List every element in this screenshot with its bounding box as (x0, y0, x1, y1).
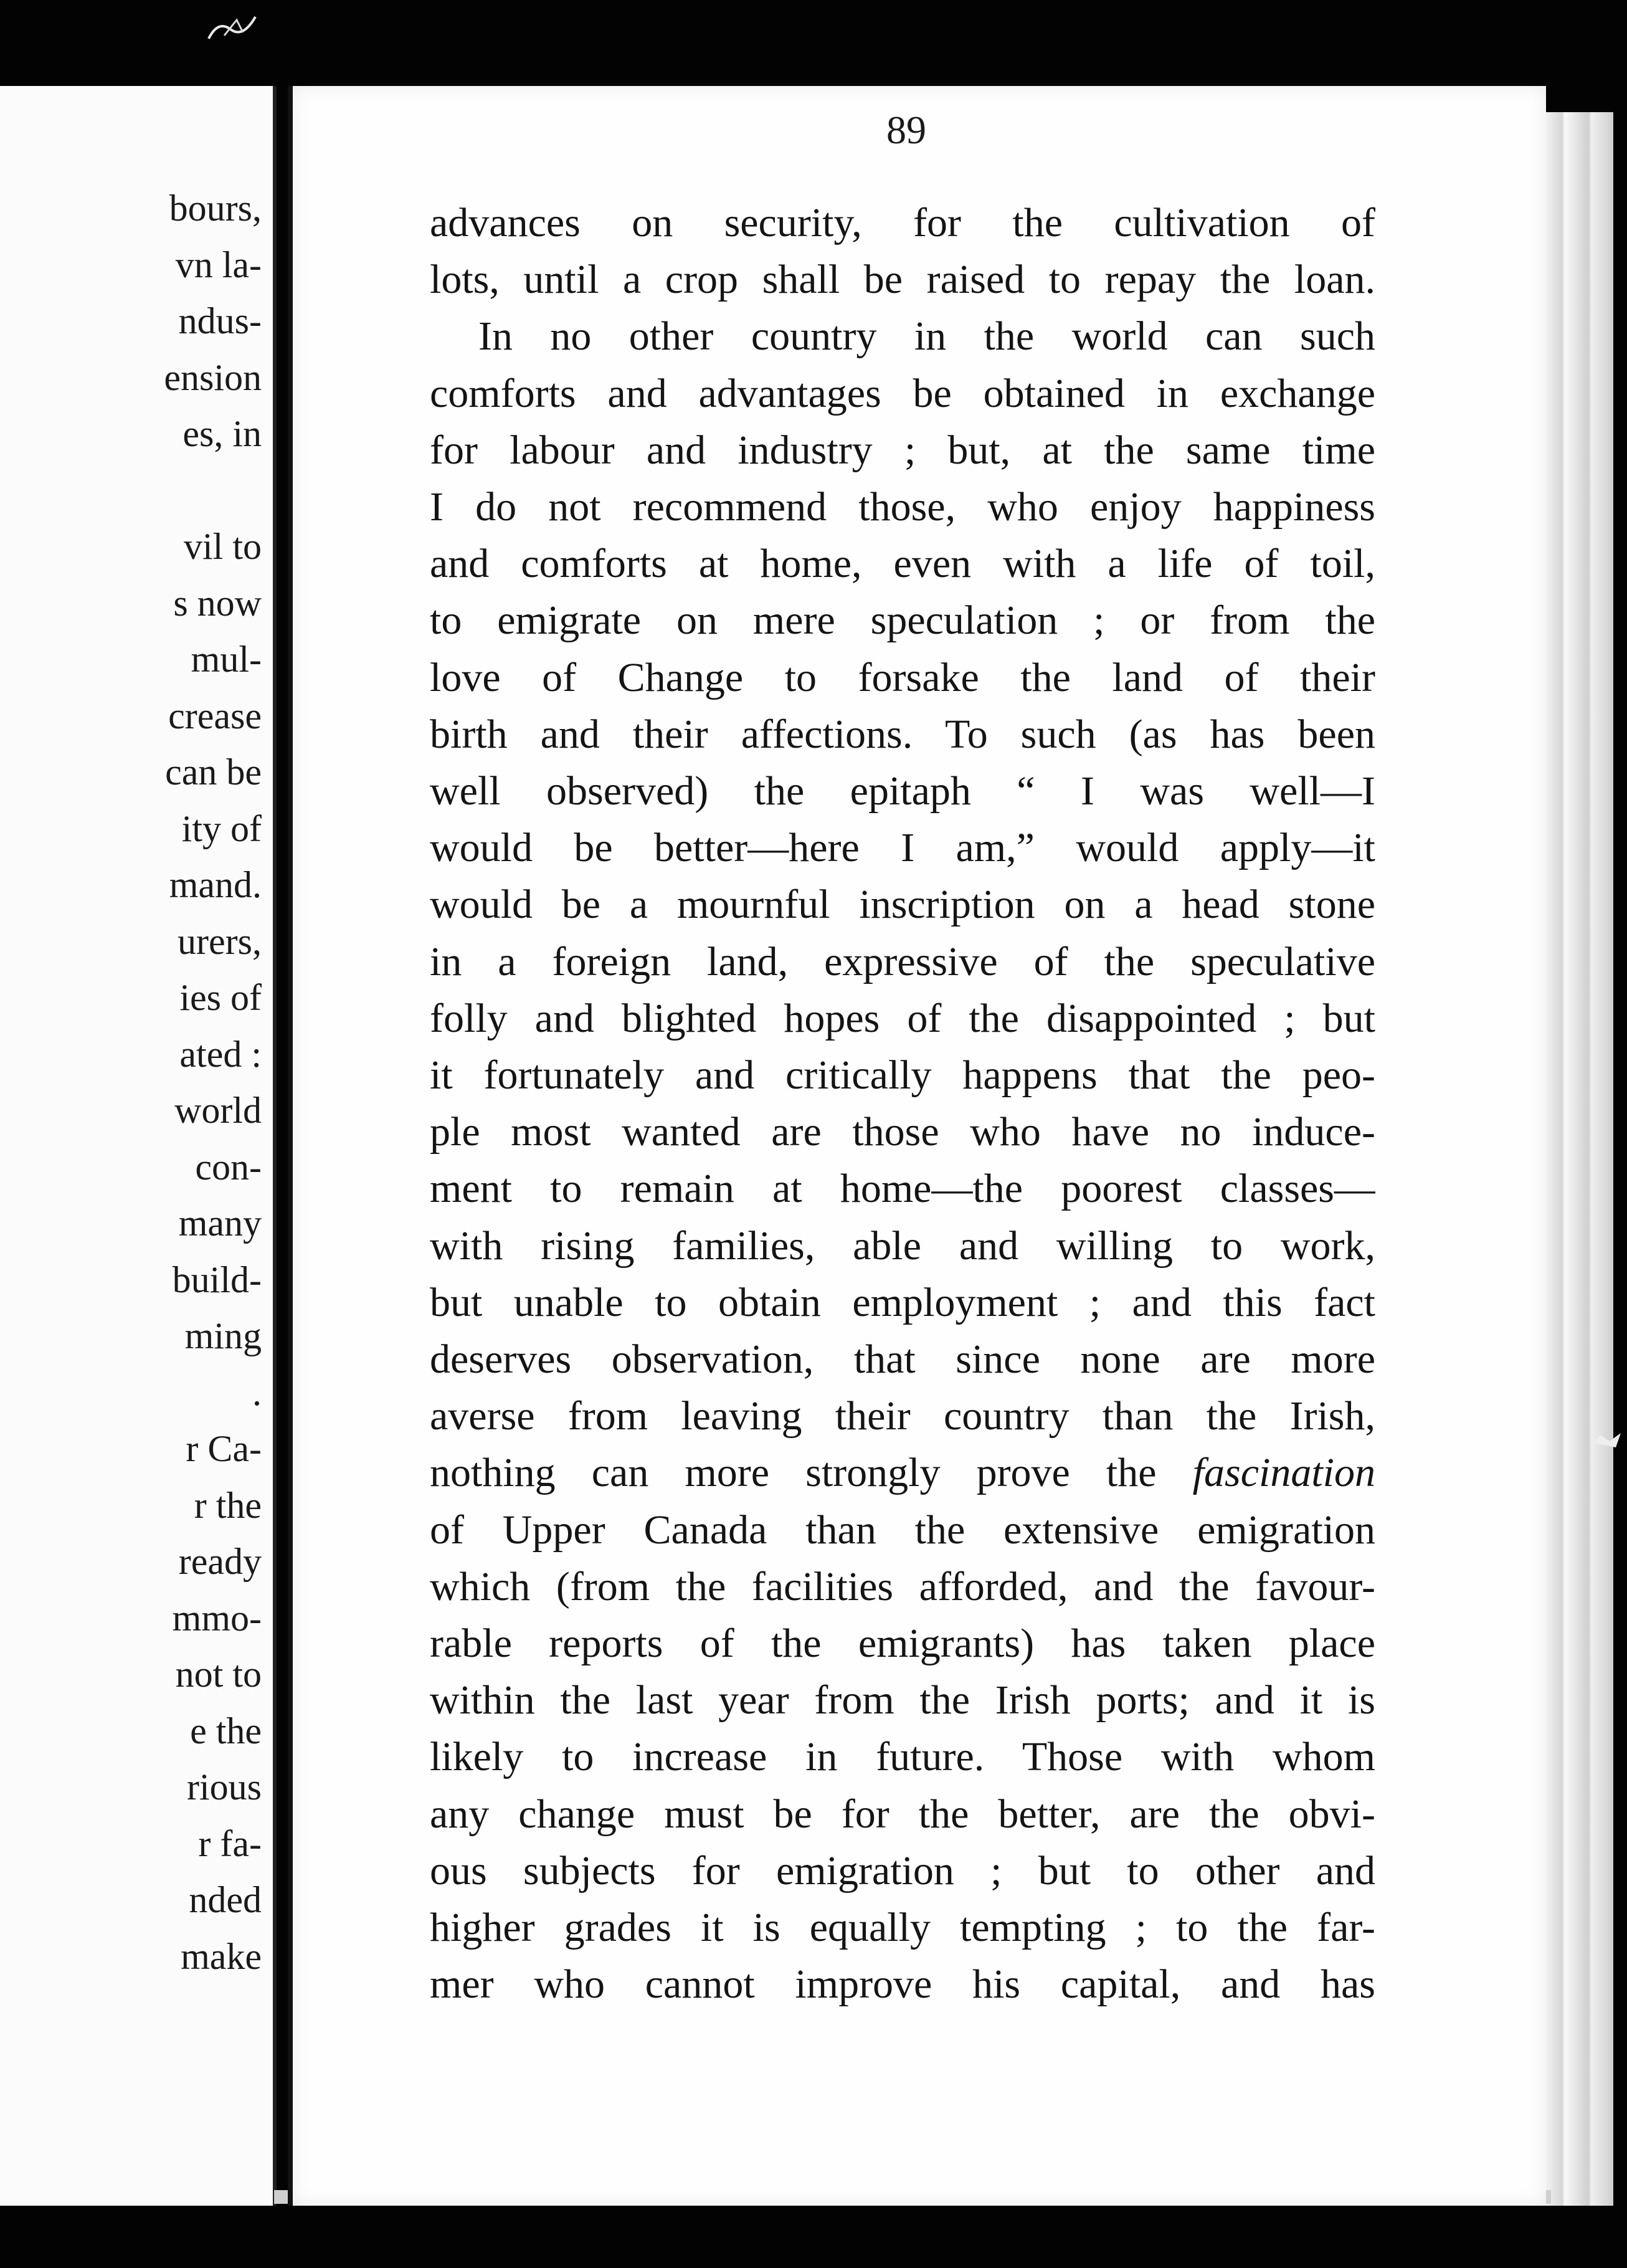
facing-page-line: s now (173, 582, 262, 624)
text-line (430, 1278, 1375, 1328)
scanner-mark-icon (206, 7, 262, 45)
text-line (430, 1051, 1375, 1100)
text-line (430, 482, 1375, 532)
text-line (430, 1619, 1375, 1669)
line-text: it fortunately and critically happens that the peo- (430, 1052, 1375, 1098)
line-text: would be better—here I am,” would apply—it (430, 825, 1375, 871)
line-text: well observed) the epitaph “ I was well—I (430, 768, 1375, 814)
facing-page-line: can be (165, 751, 262, 793)
facing-page-line: world (174, 1090, 262, 1131)
text-line (430, 1789, 1375, 1839)
facing-page-line: ity of (181, 808, 262, 849)
text-line (430, 994, 1375, 1044)
facing-page-line: ming (184, 1315, 262, 1356)
text-line (430, 1391, 1375, 1441)
text-line (430, 937, 1375, 987)
text-line (430, 1448, 1375, 1498)
line-text: for labour and industry ; but, at the same time (430, 427, 1375, 473)
facing-page-line: e the (190, 1710, 262, 1751)
facing-page-line: bours, (169, 188, 262, 229)
facing-page-line: ies of (179, 977, 262, 1018)
line-text: with rising families, able and willing to work, (430, 1222, 1375, 1269)
facing-page-line: rious (187, 1766, 262, 1808)
line-text: in a foreign land, expressive of the speculative (430, 938, 1375, 984)
facing-page-line: many (178, 1203, 262, 1244)
text-line (430, 1732, 1375, 1782)
facing-page-line: es, in (183, 413, 262, 454)
facing-page-line: make (181, 1935, 262, 1977)
line-text: averse from leaving their country than the Irish, (430, 1393, 1375, 1439)
line-text: which (from the facilities afforded, and the favour- (430, 1563, 1375, 1609)
line-text: In no other country in the world can such (478, 313, 1375, 360)
line-text: ple most wanted are those who have no induce- (430, 1109, 1375, 1155)
facing-page-line: r Ca- (186, 1428, 262, 1469)
facing-page-line: con- (195, 1146, 262, 1188)
facing-page-line: vil to (183, 526, 262, 567)
scanner-speck-icon (1591, 1430, 1622, 1449)
facing-page-line: . (252, 1371, 262, 1413)
text-line (430, 1505, 1375, 1555)
facing-page-line: ndus- (178, 300, 262, 341)
text-line (430, 710, 1375, 760)
line-text: lots, until a crop shall be raised to repay the loan. (430, 257, 1375, 303)
text-line (430, 823, 1375, 873)
text-line (430, 596, 1375, 646)
facing-page-line: r the (194, 1484, 262, 1526)
line-text: love of Change to forsake the land of their (430, 654, 1375, 700)
line-text: rable reports of the emigrants) has taken place (430, 1621, 1375, 1666)
page-number: 89 (886, 108, 926, 152)
facing-page-line: urers, (178, 920, 262, 962)
line-text: of Upper Canada than the extensive emigration (430, 1507, 1375, 1553)
line-text: ment to remain at home—the poorest classes— (430, 1166, 1375, 1212)
text-line (430, 766, 1375, 816)
text-line (430, 426, 1375, 475)
text-line (430, 1960, 1375, 2009)
line-text: comforts and advantages be obtained in exchange (430, 370, 1375, 416)
facing-page-line: mul- (191, 639, 262, 680)
facing-page (0, 86, 277, 2206)
text-line (430, 255, 1375, 305)
text-line (478, 312, 1375, 361)
line-text: but unable to obtain employment ; and this fact (430, 1279, 1375, 1325)
line-text: mer who cannot improve his capital, and has (430, 1961, 1375, 2008)
text-line (430, 198, 1375, 248)
text-line (430, 653, 1375, 703)
text-line (430, 1335, 1375, 1384)
facing-page-line: build- (172, 1259, 262, 1300)
text-line (430, 1562, 1375, 1612)
text-line (430, 1107, 1375, 1157)
line-text: likely to increase in future. Those with whom (430, 1734, 1375, 1780)
line-text: and comforts at home, even with a life of toil, (430, 541, 1375, 587)
line-text: folly and blighted hopes of the disappointed ; but (430, 995, 1375, 1041)
facing-page-line: mmo- (172, 1597, 262, 1639)
facing-page-line: vn la- (175, 244, 262, 285)
facing-page-line: ension (164, 356, 262, 398)
facing-page-line: ated : (179, 1033, 262, 1075)
facing-page-line: crease (168, 695, 262, 736)
text-line (430, 880, 1375, 930)
text-line (430, 369, 1375, 419)
text-line (430, 1903, 1375, 1953)
text-line (430, 1675, 1375, 1725)
line-text: to emigrate on mere speculation ; or from the (430, 598, 1375, 644)
facing-page-line: mand. (169, 864, 262, 905)
line-text: nothing can more strongly prove the (430, 1450, 1157, 1496)
text-line (430, 1164, 1375, 1214)
line-text: would be a mournful inscription on a head stone (430, 882, 1375, 928)
italic-word: fascination (1192, 1450, 1375, 1496)
facing-page-line: ready (178, 1541, 262, 1582)
line-text: deserves observation, that since none are more (430, 1336, 1375, 1382)
line-text: birth and their affections. To such (as has been (430, 711, 1375, 757)
facing-page-line: nded (189, 1879, 262, 1920)
line-text: advances on security, for the cultivation of (430, 200, 1375, 245)
line-text: any change must be for the better, are the obvi- (430, 1791, 1375, 1837)
facing-page-line: not to (175, 1654, 262, 1695)
line-text: higher grades it is equally tempting ; to the far- (430, 1905, 1375, 1950)
line-text: ous subjects for emigration ; but to other and (430, 1847, 1375, 1894)
line-text: I do not recommend those, who enjoy happiness (430, 484, 1375, 530)
facing-page-line: r fa- (198, 1822, 262, 1864)
line-text: within the last year from the Irish ports; and it is (430, 1677, 1375, 1723)
text-line (430, 1221, 1375, 1271)
text-line (430, 539, 1375, 589)
text-line (430, 1846, 1375, 1896)
